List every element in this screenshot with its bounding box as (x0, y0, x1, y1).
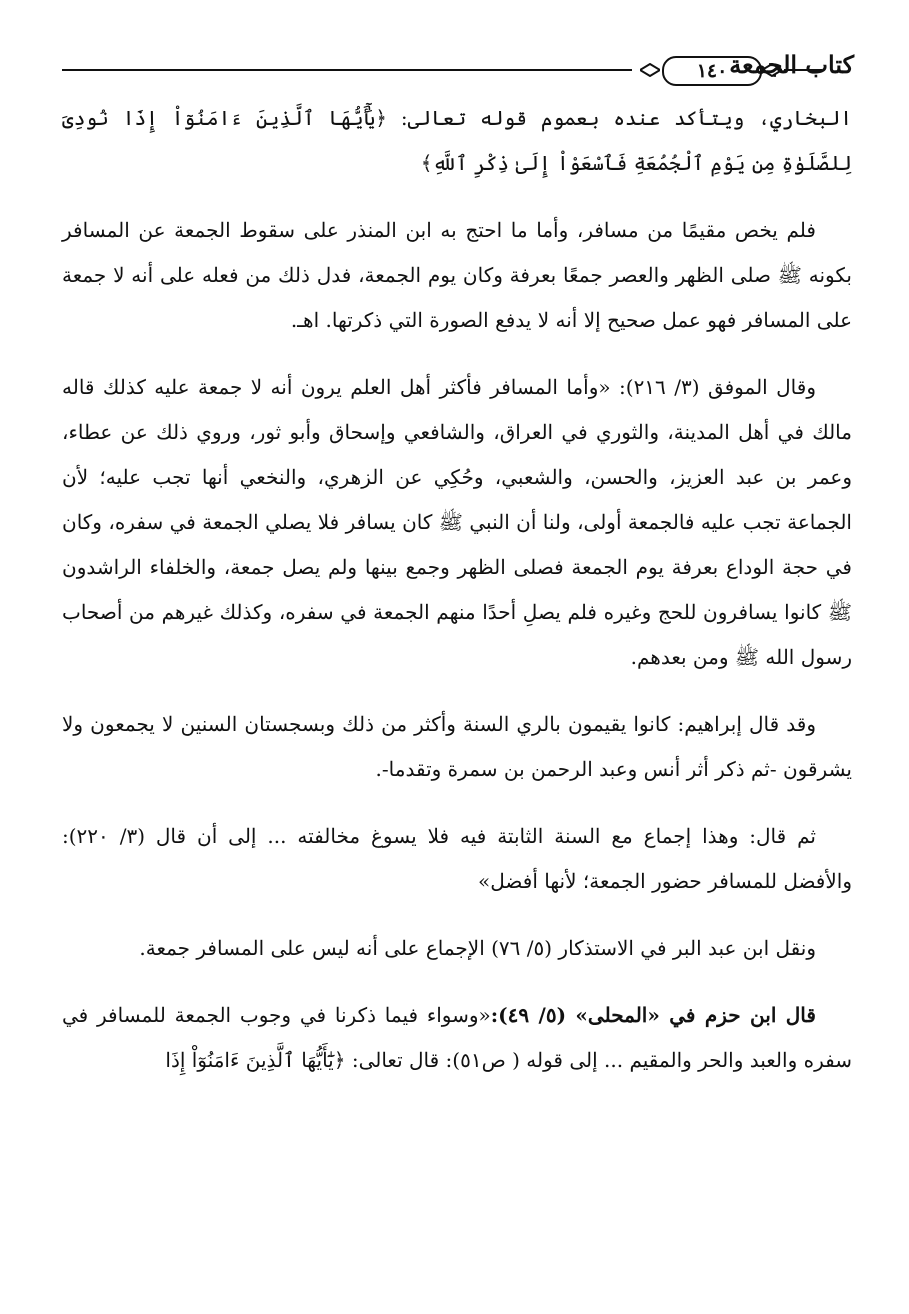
paragraph-6 (62, 926, 852, 971)
paragraph-7 (62, 993, 852, 1083)
paragraph-1 (62, 96, 852, 186)
paragraph-3 (62, 365, 852, 680)
page-body (62, 96, 852, 1105)
book-title: كتاب الجمعة (729, 50, 854, 79)
quote-text: «وسواء فيما ذكرنا في وجوب الجمعة للمسافر في سفره والعبد والحر والمقيم ... إلى قوله ( ص٥١): قال تعالى: ﴿يَٰٓأَيُّهَا ٱلَّذِينَ ءَامَنُوٓاْ إِذَا (62, 1003, 852, 1072)
paragraph-5 (62, 814, 852, 904)
ornament-icon (640, 63, 660, 77)
paragraph-text: ونقل ابن عبد البر في الاستذكار (٥/ ٧٦) الإجماع على أنه ليس على المسافر جمعة. (139, 936, 816, 960)
paragraph-text: ثم قال: وهذا إجماع مع السنة الثابتة فيه فلا يسوغ مخالفته ... إلى أن قال (٣/ ٢٢٠): والأفضل للمسافر حضور الجمعة؛ لأنها أفضل» (62, 824, 852, 893)
page-number: ١٤٠ (662, 56, 762, 86)
paragraph-2 (62, 208, 852, 343)
paragraph-text: البخاري، ويتأكد عنده بعموم قوله تعالى: ﴿يَٰٓأَيُّهَا ٱلَّذِينَ ءَامَنُوٓاْ إِذَا نُودِىَ لِلصَّلَوٰةِ مِن يَوْمِ ٱلْجُمُعَةِ فَٱسْعَوْاْ إِلَىٰ ذِكْرِ ٱللَّهِ﴾ (62, 106, 852, 175)
page-header (62, 50, 852, 90)
header-rule (62, 69, 632, 71)
paragraph-text: وقال الموفق (٣/ ٢١٦): «وأما المسافر فأكثر أهل العلم يرون أنه لا جمعة عليه كذلك قاله مالك في أهل المدينة، والثوري في العراق، والشافعي وإسحاق وأبو ثور، وروي ذلك عن عطاء، وعمر بن عبد العزيز، والحسن، والشعبي، وحُكِي عن الزهري، والنخعي أنها تجب عليه؛ لأن الجماعة تجب عليه فالجمعة أولى، ولنا أن النبي ﷺ كان يسافر فلا يصلي الجمعة في سفره، وكان في حجة الوداع بعرفة يوم الجمعة فصلى الظهر وجمع بينها ولم يصل جمعة، والخلفاء الراشدون ﷺ كانوا يسافرون للحج وغيره فلم يصلِ أحدًا منهم الجمعة في سفره، وكذلك غيرهم من أصحاب رسول الله ﷺ ومن بعدهم. (62, 375, 852, 669)
paragraph-text: وقد قال إبراهيم: كانوا يقيمون بالري السنة وأكثر من ذلك وبسجستان السنين لا يجمعون ولا يشرقون -ثم ذكر أثر أنس وعبد الرحمن بن سمرة وتقدما-. (62, 712, 852, 781)
paragraph-text: فلم يخص مقيمًا من مسافر، وأما ما احتج به ابن المنذر على سقوط الجمعة عن المسافر بكونه ﷺ صلى الظهر والعصر جمعًا بعرفة وكان يوم الجمعة، فدل ذلك من فعله على أنه لا جمعة على المسافر فهو عمل صحيح إلا أنه لا يدفع الصورة التي ذكرتها. اهـ. (62, 218, 852, 332)
paragraph-4 (62, 702, 852, 792)
paragraph-text (62, 993, 852, 1083)
quote-source: قال ابن حزم في «المحلى» (٥/ ٤٩): (490, 1003, 816, 1027)
